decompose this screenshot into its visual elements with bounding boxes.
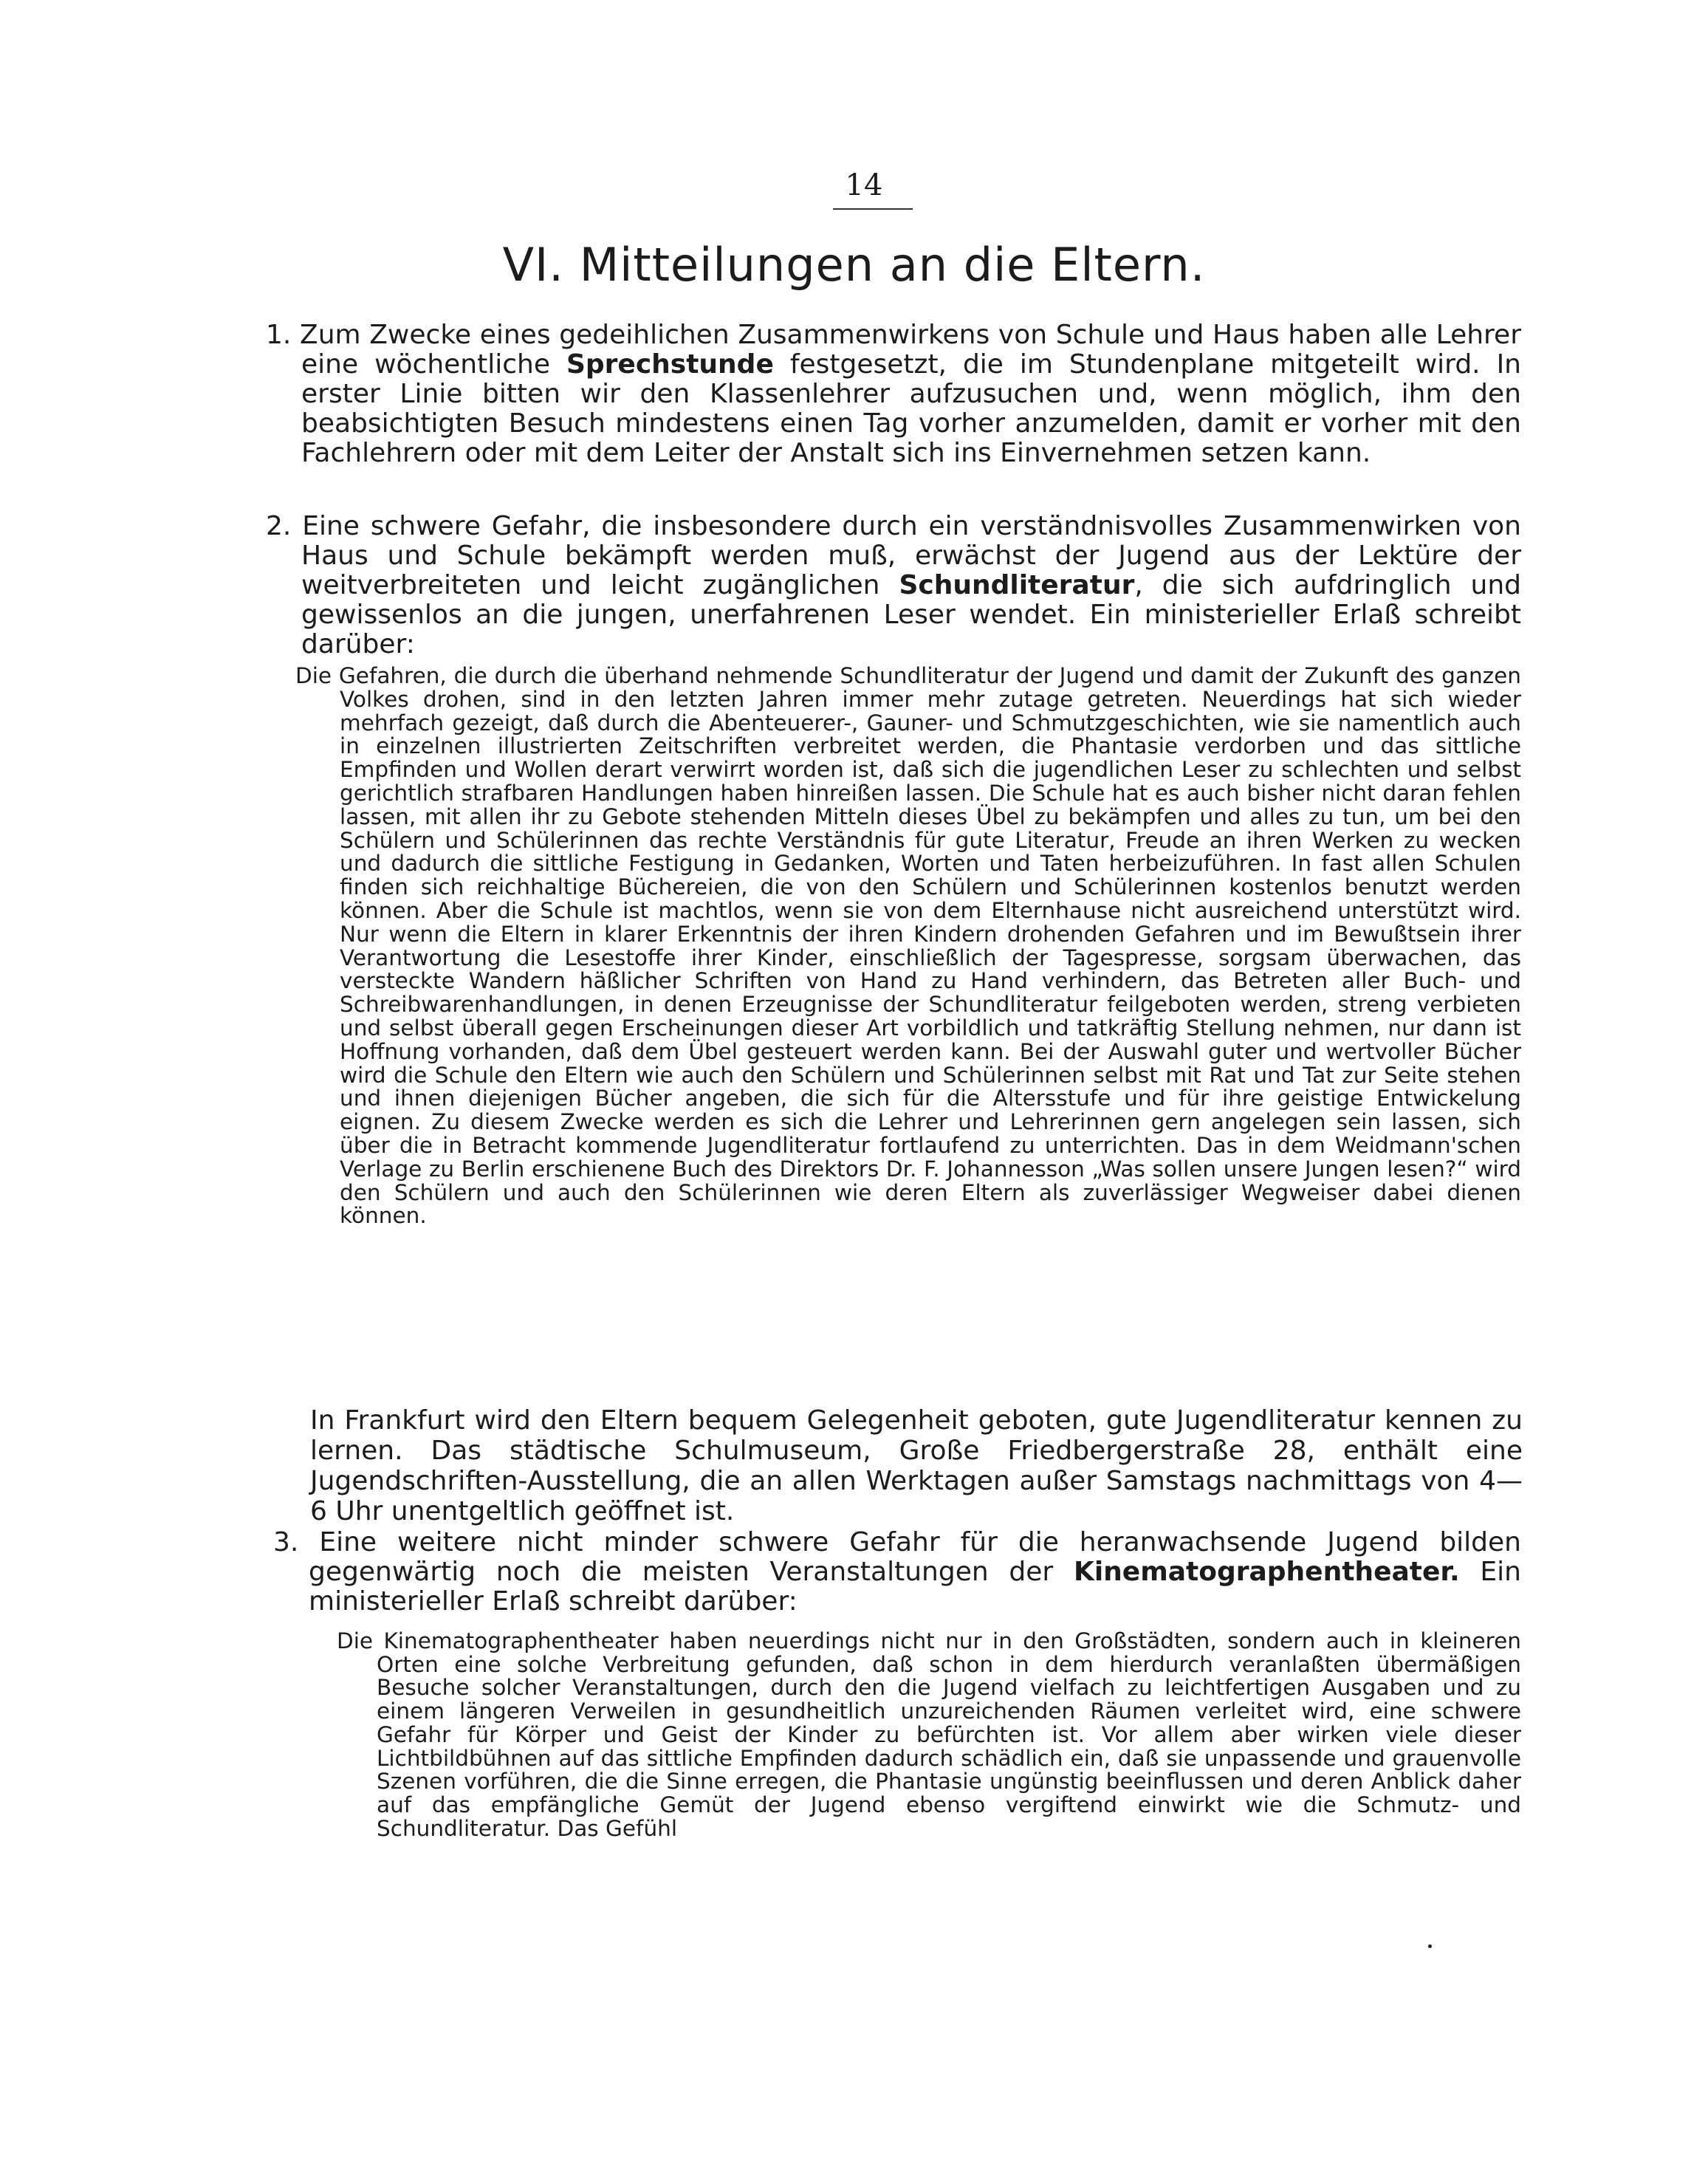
item-3-text-pre: Eine weitere nicht minder schwere Gefahr für die heranwachsende Jugend bilden gegenwärtig noch die meisten Veranstaltungen der: [309, 1527, 1521, 1587]
item-3-keyword: Kinematographentheater.: [1073, 1557, 1460, 1587]
item-2-number: 2.: [266, 511, 292, 541]
item-2-text-post: , die sich aufdringlich und gewissenlos an die jungen, unerfahrenen Leser wendet. Ein ministerieller Erlaß schreibt darüber:: [301, 570, 1522, 659]
page-number: 14: [845, 168, 883, 202]
item-2-text-pre: Eine schwere Gefahr, die insbesondere durch ein verständnisvolles Zusammenwirken von Haus und Schule bekämpft werden muß, erwächst der Jugend aus der Lektüre der weitverbreiteten und leicht zugänglichen: [301, 511, 1521, 600]
item-3-paragraph: [273, 1528, 1521, 1617]
item-3-quote: Die Kinematographentheater haben neuerdings nicht nur in den Großstädten, sondern auch in kleineren Orten eine solche Verbreitung gefunden, daß schon in dem hierdurch veranlaßten übermäßigen Besuche solcher Veranstaltungen, durch den die Jugend vielfach zu leichtfertigen Ausgaben und zu einem längeren Verweilen in gesundheitlich unzureichenden Räumen verleitet wird, eine schwere Gefahr für Körper und Geist der Kinder zu befürchten ist. Vor allem aber wirken viele dieser Lichtbildbühnen auf das sittliche Empfinden dadurch schädlich ein, daß sie unpassende und grauenvolle Szenen vorführen, die die Sinne erregen, die Phantasie ungünstig beeinflussen und deren Anblick daher auf das empfängliche Gemüt der Jugend ebenso vergiftend einwirkt wie die Schmutz- und Schundliteratur. Das Gefühl: [337, 1628, 1521, 1841]
item-1: [266, 321, 1521, 468]
item-3-text-post: Ein ministerieller Erlaß schreibt darüber:: [309, 1557, 1521, 1617]
item-1-paragraph: [266, 321, 1521, 468]
item-2-paragraph: [266, 512, 1521, 659]
item-1-number: 1.: [266, 320, 292, 350]
item-1-keyword: Sprechstunde: [566, 349, 774, 380]
item-2-after-text: In Frankfurt wird den Eltern bequem Gelegenheit geboten, gute Jugendliteratur kennen zu lernen. Das städtische Schulmuseum, Große Friedbergerstraße 28, enthält eine Jugendschriften-Ausstellung, die an allen Werktagen außer Samstags nachmittags von 4—6 Uhr unentgeltlich geöffnet ist.: [310, 1405, 1523, 1526]
item-2: [266, 512, 1521, 659]
item-1-text-pre: Zum Zwecke eines gedeihlichen Zusammenwirkens von Schule und Haus haben alle Lehrer eine wöchentliche: [300, 320, 1521, 380]
page-number-rule: [833, 208, 913, 210]
item-1-text-post: festgesetzt, die im Stundenplane mitgeteilt wird. In erster Linie bitten wir den Klassenlehrer aufzusuchen und, wenn möglich, ihm den beabsichtigten Besuch mindestens einen Tag vorher anzumelden, damit er vorher mit den Fachlehrern oder mit dem Leiter der Anstalt sich ins Einvernehmen setzen kann.: [301, 349, 1521, 468]
item-2-after-block: [267, 1405, 1523, 1526]
ink-speck: [1428, 1944, 1432, 1948]
item-2-quote-block: [295, 665, 1521, 1228]
item-3: [273, 1528, 1521, 1617]
section-title: VI. Mitteilungen an die Eltern.: [502, 238, 1206, 292]
item-2-quote: Die Gefahren, die durch die überhand nehmende Schundliteratur der Jugend und damit der Zukunft des ganzen Volkes drohen, sind in den letzten Jahren immer mehr zutage getreten. Neuerdings hat sich wieder mehrfach gezeigt, daß durch die Abenteuerer-, Gauner- und Schmutzgeschichten, wie sie namentlich auch in einzelnen illustrierten Zeitschriften verbreitet werden, die Phantasie verdorben und das sittliche Empfinden und Wollen derart verwirrt worden ist, daß sich die jugendlichen Leser zu schlechten und selbst gerichtlich strafbaren Handlungen haben hinreißen lassen. Die Schule hat es auch bisher nicht daran fehlen lassen, mit allen ihr zu Gebote stehenden Mitteln dieses Übel zu bekämpfen und alles zu tun, um bei den Schülern und Schülerinnen das rechte Verständnis für gute Literatur, Freude an ihren Werken zu wecken und dadurch die sittliche Festigung in Gedanken, Worten und Taten herbeizuführen. In fast allen Schulen finden sich reichhaltige Büchereien, die von den Schülern und Schülerinnen kostenlos benutzt werden können. Aber die Schule ist machtlos, wenn sie von dem Elternhause nicht ausreichend unterstützt wird. Nur wenn die Eltern in klarer Erkenntnis der ihren Kindern drohenden Gefahren und im Bewußtsein ihrer Verantwortung die Lesestoffe ihrer Kinder, einschließlich der Tagespresse, sorgsam überwachen, das versteckte Wandern häßlicher Schriften von Hand zu Hand verhindern, das Betreten aller Buch- und Schreibwarenhandlungen, in denen Erzeugnisse der Schundliteratur feilgeboten werden, streng verbieten und selbst überall gegen Erscheinungen dieser Art vorbildlich und tatkräftig Stellung nehmen, nur dann ist Hoffnung vorhanden, daß dem Übel gesteuert werden kann. Bei der Auswahl guter und wertvoller Bücher wird die Schule den Eltern wie auch den Schülern und Schülerinnen selbst mit Rat und Tat zur Seite stehen und ihnen diejenigen Bücher angeben, die sich für die Altersstufe und für ihre geistige Entwickelung eignen. Zu diesem Zwecke werden es sich die Lehrer und Lehrerinnen gern angelegen sein lassen, sich über die in Betracht kommende Jugendliteratur fortlaufend zu unterrichten. Das in dem Weidmann'schen Verlage zu Berlin erschienene Buch des Direktors Dr. F. Johannesson „Was sollen unsere Jungen lesen?“ wird den Schülern und auch den Schülerinnen wie deren Eltern als zuverlässiger Wegweiser dabei dienen können.: [295, 663, 1521, 1229]
item-3-number: 3.: [273, 1527, 299, 1557]
item-2-keyword: Schundliteratur: [899, 570, 1135, 600]
item-3-quote-block: [337, 1630, 1521, 1840]
